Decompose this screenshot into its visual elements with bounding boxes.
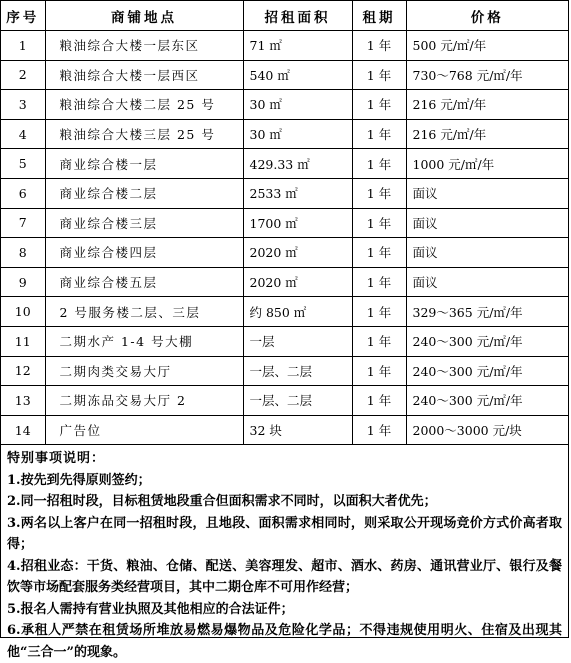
cell-price: 面议 bbox=[406, 267, 568, 297]
cell-price: 1000 元/㎡/年 bbox=[406, 149, 568, 179]
cell-area: 一层、二层 bbox=[243, 356, 352, 386]
cell-price: 240～300 元/㎡/年 bbox=[406, 356, 568, 386]
cell-no: 2 bbox=[1, 60, 45, 90]
cell-location: 商业综合楼五层 bbox=[45, 267, 243, 297]
cell-term: 1 年 bbox=[352, 31, 406, 61]
cell-price: 500 元/㎡/年 bbox=[406, 31, 568, 61]
cell-area: 2533 ㎡ bbox=[243, 178, 352, 208]
table-row bbox=[1, 326, 568, 356]
table-row bbox=[1, 60, 568, 90]
cell-location: 广告位 bbox=[45, 415, 243, 445]
cell-no: 5 bbox=[1, 149, 45, 179]
cell-area: 一层 bbox=[243, 326, 352, 356]
header-location: 商铺地点 bbox=[45, 1, 243, 31]
cell-price: 329～365 元/㎡/年 bbox=[406, 297, 568, 327]
table-body bbox=[1, 31, 568, 445]
cell-location: 粮油综合大楼一层东区 bbox=[45, 31, 243, 61]
cell-no: 7 bbox=[1, 208, 45, 238]
note-item: 1.按先到先得原则签约； bbox=[7, 472, 151, 488]
cell-location: 粮油综合大楼二层 25 号 bbox=[45, 90, 243, 120]
cell-area: 30 ㎡ bbox=[243, 119, 352, 149]
cell-price: 240～300 元/㎡/年 bbox=[406, 326, 568, 356]
table-row bbox=[1, 149, 568, 179]
note-item: 5.报名人需持有营业执照及其他相应的合法证件； bbox=[7, 601, 294, 617]
note-item: 3.两名以上客户在同一招租时段，且地段、面积需求相同时，则采取公开现场竞价方式价高者取得； bbox=[7, 515, 562, 553]
cell-term: 1 年 bbox=[352, 90, 406, 120]
cell-area: 540 ㎡ bbox=[243, 60, 352, 90]
cell-area: 30 ㎡ bbox=[243, 90, 352, 120]
cell-term: 1 年 bbox=[352, 119, 406, 149]
table-row bbox=[1, 119, 568, 149]
cell-area: 429.33 ㎡ bbox=[243, 149, 352, 179]
cell-no: 8 bbox=[1, 238, 45, 268]
cell-area: 约 850 ㎡ bbox=[243, 297, 352, 327]
table-row bbox=[1, 238, 568, 268]
table-row bbox=[1, 297, 568, 327]
cell-price: 216 元/㎡/年 bbox=[406, 90, 568, 120]
cell-area: 32 块 bbox=[243, 415, 352, 445]
cell-location: 二期水产 1-4 号大棚 bbox=[45, 326, 243, 356]
header-price: 价格 bbox=[406, 1, 568, 31]
special-notes bbox=[1, 445, 568, 663]
cell-term: 1 年 bbox=[352, 356, 406, 386]
cell-location: 二期肉类交易大厅 bbox=[45, 356, 243, 386]
table-row bbox=[1, 415, 568, 445]
cell-no: 1 bbox=[1, 31, 45, 61]
cell-area: 1700 ㎡ bbox=[243, 208, 352, 238]
table-row bbox=[1, 356, 568, 386]
cell-term: 1 年 bbox=[352, 267, 406, 297]
table-row bbox=[1, 386, 568, 416]
cell-location: 粮油综合大楼三层 25 号 bbox=[45, 119, 243, 149]
table-row bbox=[1, 208, 568, 238]
header-no: 序号 bbox=[1, 1, 45, 31]
cell-term: 1 年 bbox=[352, 297, 406, 327]
cell-location: 商业综合楼三层 bbox=[45, 208, 243, 238]
cell-price: 216 元/㎡/年 bbox=[406, 119, 568, 149]
cell-no: 14 bbox=[1, 415, 45, 445]
cell-term: 1 年 bbox=[352, 238, 406, 268]
note-item: 6.承租人严禁在租赁场所堆放易燃易爆物品及危险化学品；不得违规使用明火、住宿及出现其他“三合一”的现象。 bbox=[7, 623, 562, 660]
cell-price: 面议 bbox=[406, 178, 568, 208]
cell-location: 商业综合楼一层 bbox=[45, 149, 243, 179]
cell-no: 11 bbox=[1, 326, 45, 356]
table-row bbox=[1, 90, 568, 120]
rental-table bbox=[1, 1, 568, 445]
cell-price: 面议 bbox=[406, 238, 568, 268]
cell-term: 1 年 bbox=[352, 386, 406, 416]
cell-no: 4 bbox=[1, 119, 45, 149]
cell-area: 2020 ㎡ bbox=[243, 267, 352, 297]
cell-price: 面议 bbox=[406, 208, 568, 238]
note-item: 2.同一招租时段，目标租赁地段重合但面积需求不同时，以面积大者优先； bbox=[7, 494, 437, 510]
cell-no: 9 bbox=[1, 267, 45, 297]
cell-term: 1 年 bbox=[352, 415, 406, 445]
header-term: 租期 bbox=[352, 1, 406, 31]
cell-price: 2000～3000 元/块 bbox=[406, 415, 568, 445]
cell-no: 10 bbox=[1, 297, 45, 327]
cell-no: 3 bbox=[1, 90, 45, 120]
cell-location: 商业综合楼四层 bbox=[45, 238, 243, 268]
cell-term: 1 年 bbox=[352, 326, 406, 356]
cell-location: 二期冻品交易大厅 2 bbox=[45, 386, 243, 416]
cell-area: 2020 ㎡ bbox=[243, 238, 352, 268]
table-row bbox=[1, 267, 568, 297]
table-row bbox=[1, 178, 568, 208]
cell-no: 12 bbox=[1, 356, 45, 386]
cell-no: 6 bbox=[1, 178, 45, 208]
table-row bbox=[1, 31, 568, 61]
cell-term: 1 年 bbox=[352, 208, 406, 238]
header-area: 招租面积 bbox=[243, 1, 352, 31]
notes-title: 特别事项说明： bbox=[7, 451, 106, 467]
cell-term: 1 年 bbox=[352, 178, 406, 208]
cell-no: 13 bbox=[1, 386, 45, 416]
cell-price: 240～300 元/㎡/年 bbox=[406, 386, 568, 416]
cell-price: 730～768 元/㎡/年 bbox=[406, 60, 568, 90]
table-header-row bbox=[1, 1, 568, 31]
cell-term: 1 年 bbox=[352, 60, 406, 90]
note-item: 4.招租业态：干货、粮油、仓储、配送、美容理发、超市、酒水、药房、通讯营业厅、银行及餐饮等市场配套服务类经营项目，其中二期仓库不可用作经营； bbox=[7, 558, 562, 596]
cell-area: 一层、二层 bbox=[243, 386, 352, 416]
cell-term: 1 年 bbox=[352, 149, 406, 179]
cell-area: 71 ㎡ bbox=[243, 31, 352, 61]
cell-location: 商业综合楼二层 bbox=[45, 178, 243, 208]
cell-location: 2 号服务楼二层、三层 bbox=[45, 297, 243, 327]
cell-location: 粮油综合大楼一层西区 bbox=[45, 60, 243, 90]
